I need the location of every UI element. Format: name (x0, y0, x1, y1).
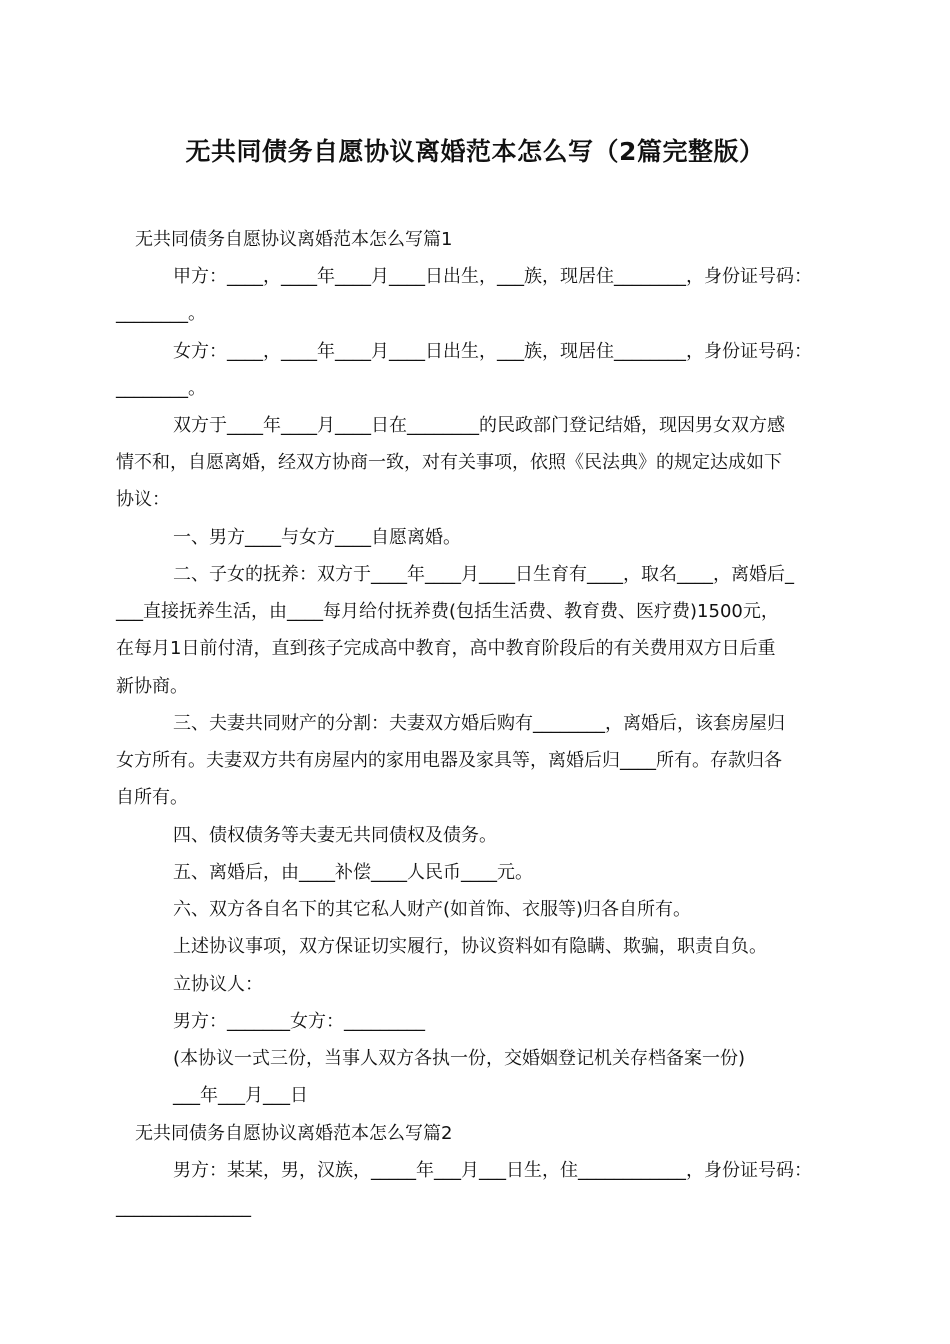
paragraph-line: 在每月1日前付清，直到孩子完成高中教育，高中教育阶段后的有关费用双方日后重 (116, 638, 776, 659)
section-heading-1: 无共同债务自愿协议离婚范本怎么写篇1 (135, 229, 453, 250)
paragraph-line: 协议： (116, 489, 170, 510)
paragraph-line: 二、子女的抚养：双方于____年____月____日生育有____，取名____，离婚后_ (173, 564, 794, 585)
paragraph-line: 五、离婚后，由____补偿____人民币____元。 (173, 862, 533, 883)
paragraph-line: _______________ (116, 1197, 251, 1218)
paragraph-line: 男方：某某，男，汉族，_____年___月___日生，住____________，身份证号码： (173, 1160, 812, 1181)
date-line: ___年___月___日 (173, 1085, 308, 1106)
paragraph-line: 女方所有。夫妻双方共有房屋内的家用电器及家具等，离婚后归____所有。存款归各 (116, 750, 782, 771)
paragraph-line: 一、男方____与女方____自愿离婚。 (173, 527, 461, 548)
paragraph-line: 四、债权债务等夫妻无共同债权及债务。 (173, 825, 497, 846)
paragraph-line: 自所有。 (116, 787, 188, 808)
paragraph-line: 双方于____年____月____日在________的民政部门登记结婚，现因男女双方感 (173, 415, 785, 436)
document-title: 无共同债务自愿协议离婚范本怎么写（2篇完整版） (185, 137, 765, 166)
paragraph-line: 三、夫妻共同财产的分割：夫妻双方婚后购有________，离婚后，该套房屋归 (173, 713, 785, 734)
section-heading-2: 无共同债务自愿协议离婚范本怎么写篇2 (135, 1123, 453, 1144)
paragraph-line: 立协议人： (173, 974, 263, 995)
paragraph-line: ________。 (116, 303, 206, 324)
paragraph-line: 女方：____，____年____月____日出生，___族，现居住________，身份证号码： (173, 341, 812, 362)
paragraph-line: ___直接抚养生活，由____每月给付抚养费(包括生活费、教育费、医疗费)1500元， (116, 601, 779, 622)
paragraph-line: 情不和，自愿离婚，经双方协商一致，对有关事项，依照《民法典》的规定达成如下 (116, 452, 782, 473)
paragraph-line: 甲方：____，____年____月____日出生，___族，现居住________，身份证号码： (173, 266, 812, 287)
paragraph-line: 上述协议事项，双方保证切实履行，协议资料如有隐瞒、欺骗，职责自负。 (173, 936, 767, 957)
paragraph-line: ________。 (116, 378, 206, 399)
paragraph-line: 新协商。 (116, 676, 188, 697)
signature-line: 男方：_______女方：_________ (173, 1011, 425, 1032)
paragraph-line: 六、双方各自名下的其它私人财产(如首饰、衣服等)归各自所有。 (173, 899, 692, 920)
paragraph-line: (本协议一式三份，当事人双方各执一份，交婚姻登记机关存档备案一份) (173, 1048, 746, 1069)
